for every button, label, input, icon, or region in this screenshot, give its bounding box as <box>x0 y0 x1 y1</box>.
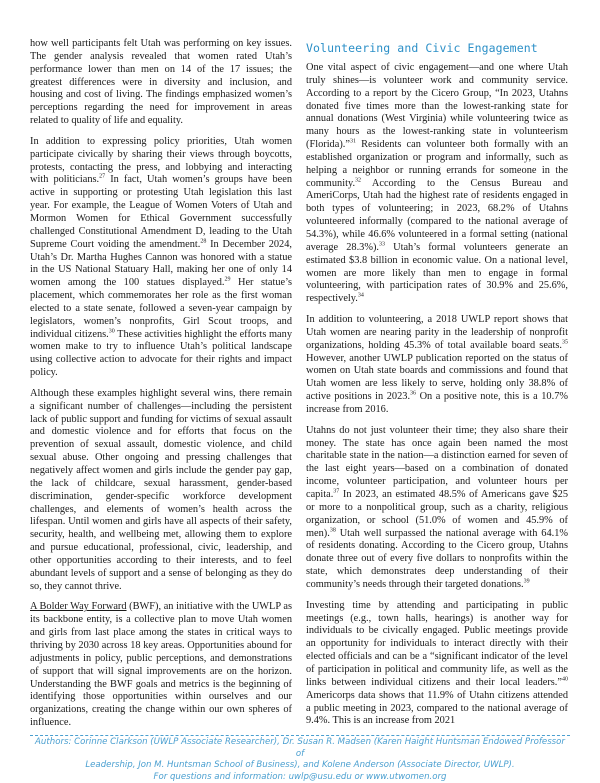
footnote-ref[interactable]: 27 <box>99 174 105 180</box>
footnote-ref[interactable]: 30 <box>109 328 115 334</box>
right-column <box>306 38 568 736</box>
body-paragraph <box>30 136 292 380</box>
text-span: One vital aspect of civic engagement—and one where Utah truly shines—is volunteer work and community service. According to a report by the Cicero Group, “In 2023, Utahns donated five times more than the lowest-ranking state for annual donations (West Virginia) while volunteering twice as many hours as the lowest-ranking state in volunteerism (Florida).” <box>306 62 568 150</box>
footnote-ref[interactable]: 35 <box>562 339 568 345</box>
left-column <box>30 38 292 738</box>
text-span: According to the Census Bureau and AmeriCorps, Utah had the highest rate of residents engaged in both types of volunteering; in 2023, 68.2% of Utahns volunteered informally (compared to the national average of 54.3%), while 46.6% volunteered in a formal setting (national average 28.3%). <box>306 178 568 253</box>
text-span: In 2023, an estimated 48.5% of Americans gave $25 or more to a nonpolitical group, such as a charity, religious organization, or school (51.0% of women and 45.9% of men). <box>306 489 568 539</box>
text-span: On a positive note, this is a 10.7% increase from 2016. <box>306 391 568 415</box>
footnote-ref[interactable]: 31 <box>350 139 356 145</box>
text-span: Utah’s formal volunteers generate an estimated $3.8 billion in economic value. On a national level, women are more likely than men to engage in formal volunteering, with participation rates of 30.9% and 25.6%, respectively. <box>306 242 568 304</box>
body-paragraph: Although these examples highlight several wins, there remain a significant number of challenges—including the persistent lack of public support and funding for victims of sexual assault and domestic violence and for efforts that focus on the prevention of sexual assault, domestic violence, and child sexual abuse. Other ongoing and pressing challenges that negatively affect women and girls include the gender pay gap, the lack of childcare, sexual harassment, gender-based discrimination, gender-specific workforce development challenges, and elements of women’s health across the lifespan. Until women and girls have all aspects of their safety, security, health, and wellbeing met, allowing them to explore and pursue educational, professional, civic, leadership, and other opportunities according to their interests, and to feel abundant levels of support and a sense of belonging as they do so, they cannot thrive. <box>30 388 292 594</box>
text-span: Investing time by attending and participating in public meetings (e.g., town halls, hearings) is another way for individuals to be civically engaged. Public meetings provide an opportunity for individuals to interact directly with their elected officials and can be a “significant indicator of the level of participation in political and community life, as well as the links between individual citizens and their local leaders.” <box>306 600 568 688</box>
text-span: In addition to volunteering, a 2018 UWLP report shows that Utah women are nearing parity in the leadership of nonprofit organizations, holding 45.3% of total available board seats. <box>306 314 568 351</box>
text-span: Utah well surpassed the national average with 64.1% of residents donating. According to the Cicero group, Utahns donate three out of every five dollars to nonprofits within the state, which demonstrates deep understanding of their community’s needs through their targeted donations. <box>306 528 568 590</box>
body-paragraph <box>306 425 568 592</box>
footnote-ref[interactable]: 39 <box>524 578 530 584</box>
text-span: In addition to expressing policy priorities, Utah women participate civically by sharing their views through boycotts, protests, contacting the press, and lobbying and interacting with politicians. <box>30 136 292 186</box>
footer <box>30 737 570 783</box>
body-paragraph <box>30 601 292 729</box>
body-paragraph <box>306 62 568 306</box>
footer-authors-line: Authors: Corinne Clarkson (UWLP Associate Researcher), Dr. Susan R. Madsen (Karen Haight Huntsman Endowed Professor of <box>30 737 570 760</box>
footnote-ref[interactable]: 40 <box>562 676 568 682</box>
text-span: Utahns do not just volunteer their time; they also share their money. The state has once again been named the most charitable state in the nation—a distinction earned for seven of the last eight years—based on a combination of donated income, volunteer participation, and volunteer hours per capita. <box>306 425 568 500</box>
text-span: These activities highlight the efforts many women make to try to influence Utah’s political landscape using collective action to advocate for their rights and impact policy. <box>30 329 292 379</box>
body-paragraph <box>306 600 568 728</box>
text-span: Residents can volunteer both formally with an established organization or program and informally, such as helping a neighbor or running errands for someone in the community. <box>306 139 568 189</box>
text-span: (BWF), an initiative with the UWLP as its backbone entity, is a collective plan to move Utah women and girls from last place among the states in critical ways to thriving by 2030 across 18 key areas. Opportunities abound for adjustments in policy, public perceptions, and demonstrations of support that will signal improvements are on the horizon. Understanding the BWF goals and metrics is the beginning of identifying those opportunities within ourselves and our organizations, creating the change within our own spheres of influence. <box>30 601 292 728</box>
footer-contact[interactable]: For questions and information: uwlp@usu.edu or www.utwomen.org <box>30 772 570 783</box>
text-span: However, another UWLP publication reported on the status of women on Utah state boards and commissions and found that Utah women are less likely to serve, holding only 38.8% of active positions in 2023. <box>306 353 568 403</box>
footnote-ref[interactable]: 34 <box>358 293 364 299</box>
bolder-way-forward-link[interactable]: A Bolder Way Forward <box>30 601 127 612</box>
footer-divider <box>30 735 570 736</box>
footnote-ref[interactable]: 38 <box>330 527 336 533</box>
footnote-ref[interactable]: 37 <box>333 489 339 495</box>
text-span: Americorps data shows that 11.9% of Utahn citizens attended a public meeting in 2023, compared to the national average of 9.4%. This is an increase from 2021 <box>306 690 568 727</box>
text-span: In fact, Utah women’s groups have been active in supporting or protesting Utah legislation this last year. For example, the League of Women Voters of Utah and Mormon Women for Ethical Government successfully challenged Constitutional Amendment D, leading to the Utah Supreme Court voiding the amendment. <box>30 174 292 249</box>
footnote-ref[interactable]: 29 <box>225 277 231 283</box>
footnote-ref[interactable]: 28 <box>200 238 206 244</box>
footer-authors-line: Leadership, Jon M. Huntsman School of Business), and Kolene Anderson (Associate Director, UWLP). <box>30 760 570 772</box>
body-paragraph: how well participants felt Utah was performing on key issues. The gender analysis revealed that women rated Utah’s performance lower than men on 14 of the 17 issues; the greatest differences were in diversity and inclusion, and housing and cost of living. The findings emphasized women’s perceptions regarding the need for improvement in areas related to quality of life and equality. <box>30 38 292 128</box>
text-span: In December 2024, Utah’s Dr. Martha Hughes Cannon was honored with a statue in the US National Statuary Hall, making her one of only 14 women among the 100 statues displayed. <box>30 239 292 289</box>
section-heading: Volunteering and Civic Engagement <box>306 41 568 55</box>
text-span: Her statue’s placement, which commemorates her role as the first woman elected to a state senate, followed a seven-year campaign by legislators, women’s nonprofits, Girl Scout troops, and individual citizens. <box>30 277 292 339</box>
body-paragraph <box>306 314 568 417</box>
footnote-ref[interactable]: 36 <box>410 391 416 397</box>
footnote-ref[interactable]: 33 <box>379 241 385 247</box>
footnote-ref[interactable]: 32 <box>355 177 361 183</box>
